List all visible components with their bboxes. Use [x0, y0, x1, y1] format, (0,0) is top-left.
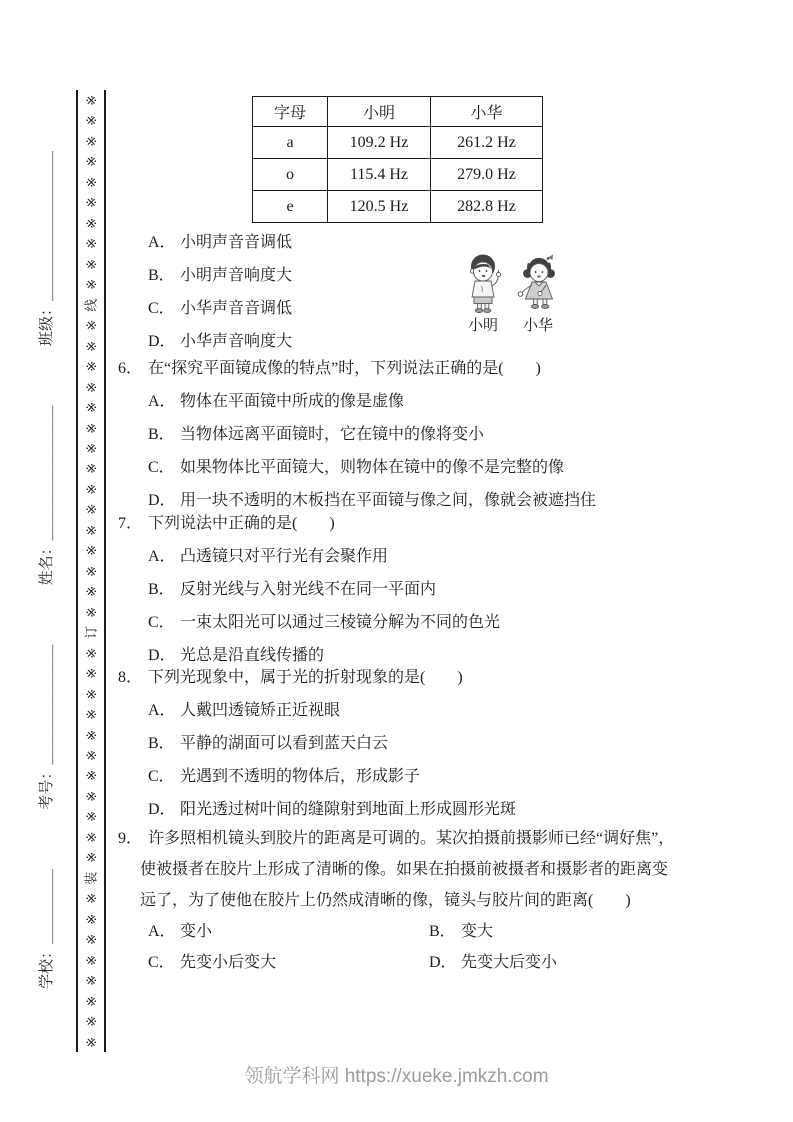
option-text: 反射光线与入射光线不在同一平面内	[180, 581, 437, 598]
option-text: 平静的湖面可以看到蓝天白云	[180, 735, 389, 752]
option-key: A．	[148, 234, 176, 251]
option-item	[148, 947, 429, 978]
binding-strip-symbol: ※	[83, 504, 99, 516]
table-cell: o	[253, 159, 328, 191]
exam-number-field	[35, 645, 56, 810]
option-key: A．	[148, 702, 176, 719]
option-key: D．	[148, 801, 176, 818]
stem-text: 在“探究平面镜成像的特点”时，下列说法正确的是( )	[148, 360, 541, 377]
table-row	[253, 191, 543, 223]
table-cell: 115.4 Hz	[328, 159, 431, 191]
girl-cartoon-icon	[518, 255, 555, 309]
option-key: C．	[148, 768, 175, 785]
question-number: 7．	[118, 515, 143, 532]
option-key: B．	[148, 267, 175, 284]
school-label: 学校：	[38, 943, 55, 989]
question-6	[118, 352, 773, 517]
question-stem	[118, 507, 773, 540]
option-key: A．	[148, 393, 176, 410]
question-stem-line-3: 远了，为了使他在胶片上仍然成清晰的像，镜头与胶片间的距离( )	[140, 892, 631, 909]
option-key: B．	[429, 923, 456, 940]
binding-strip-symbol: 线	[83, 298, 99, 312]
option-key: D．	[429, 954, 457, 971]
name-field	[35, 405, 56, 585]
option-key: C．	[148, 459, 175, 476]
binding-strip-symbol: ※	[83, 442, 99, 454]
name-label: 姓名：	[38, 540, 55, 586]
binding-strip-symbol: ※	[83, 381, 99, 393]
option-item	[429, 916, 493, 947]
binding-strip-symbol: ※	[83, 934, 99, 945]
binding-strip-symbol: ※	[83, 1036, 99, 1048]
exam-number-label: 考号：	[38, 764, 55, 810]
binding-strip-symbol: ※	[83, 852, 99, 864]
binding-strip-symbol: ※	[83, 94, 99, 106]
binding-strip-symbol: ※	[83, 360, 99, 372]
option-key: B．	[148, 426, 175, 443]
girl-label: 小华	[523, 318, 554, 334]
option-text: 先变小后变大	[180, 954, 277, 971]
option-text: 光总是沿直线传播的	[180, 647, 325, 664]
option-key: C．	[148, 300, 175, 317]
option-item	[148, 259, 292, 292]
class-blank: ＿＿＿＿＿＿＿＿＿＿	[38, 151, 55, 302]
option-text: 当物体远离平面镜时，它在镜中的像将变小	[180, 426, 485, 443]
table-row	[253, 159, 543, 191]
table-cell: 261.2 Hz	[431, 127, 543, 159]
table-header-letter: 字母	[253, 97, 328, 127]
option-text: 凸透镜只对平行光有会聚作用	[180, 548, 389, 565]
binding-strip-symbol: ※	[83, 893, 99, 904]
option-key: D．	[148, 492, 176, 509]
binding-strip-symbol: ※	[83, 197, 99, 209]
table-header-xiaohua: 小华	[431, 97, 543, 127]
binding-strip-symbol: ※	[83, 238, 99, 249]
option-key: C．	[148, 954, 175, 971]
binding-strip-symbol: ※	[83, 790, 99, 802]
exam-number-blank: ＿＿＿＿＿＿＿＿	[38, 644, 55, 765]
option-text: 小华声音响度大	[180, 333, 293, 350]
option-key: A．	[148, 548, 176, 565]
option-item	[148, 760, 773, 793]
question-9	[118, 823, 773, 978]
table-cell: e	[253, 191, 328, 223]
option-text: 一束太阳光可以通过三棱镜分解为不同的色光	[180, 614, 501, 631]
binding-strip-symbol: ※	[83, 156, 99, 168]
stem-text: 下列说法中正确的是( )	[148, 515, 335, 532]
table-row	[253, 127, 543, 159]
binding-strip-symbol: ※	[83, 688, 99, 700]
binding-strip-symbol: ※	[83, 586, 99, 597]
class-label: 班级：	[38, 301, 55, 347]
option-text: 如果物体比平面镜大，则物体在镜中的像不是完整的像	[180, 459, 565, 476]
table-header-xiaoming: 小明	[328, 97, 431, 127]
option-item	[148, 540, 773, 573]
option-text: 用一块不透明的木板挡在平面镜与像之间，像就会被遮挡住	[180, 492, 597, 509]
binding-strip-symbol: ※	[83, 422, 99, 434]
boy-label: 小明	[468, 318, 499, 334]
binding-strip-symbol: ※	[83, 995, 99, 1007]
question-5-options	[148, 226, 292, 358]
question-stem	[118, 352, 773, 385]
option-key: A．	[148, 923, 176, 940]
question-stem	[118, 661, 773, 694]
option-key: C．	[148, 614, 175, 631]
school-field	[35, 869, 56, 989]
option-item	[148, 916, 429, 947]
question-stem-line-1	[118, 823, 773, 854]
binding-strip-symbol: ※	[83, 811, 99, 823]
option-key: D．	[148, 333, 176, 350]
binding-strip-symbol: ※	[83, 1015, 99, 1027]
binding-strip-symbol: ※	[83, 217, 99, 229]
student-info-fields	[33, 151, 57, 989]
binding-strip-symbol: ※	[83, 667, 99, 679]
option-key: B．	[148, 735, 175, 752]
option-text: 先变大后变小	[461, 954, 558, 971]
boy-cartoon-icon	[470, 255, 500, 313]
binding-strip-symbol: ※	[83, 770, 99, 782]
option-text: 物体在平面镜中所成的像是虚像	[180, 393, 405, 410]
binding-strip-symbol: ※	[83, 258, 99, 270]
option-text: 小明声音响度大	[180, 267, 293, 284]
binding-strip-symbol: ※	[83, 319, 99, 331]
binding-strip-symbol: ※	[83, 135, 99, 147]
option-item	[148, 793, 773, 826]
option-text: 光遇到不透明的物体后，形成影子	[180, 768, 421, 785]
question-number: 6．	[118, 360, 143, 377]
question-number: 8．	[118, 669, 143, 686]
option-text: 变大	[461, 923, 494, 940]
binding-strip-symbol: ※	[83, 974, 99, 986]
option-item	[148, 573, 773, 606]
binding-strip-symbol: ※	[83, 749, 99, 761]
name-blank: ＿＿＿＿＿＿＿＿＿	[38, 405, 55, 541]
binding-strip-symbol: ※	[83, 401, 99, 413]
question-stem-line-2: 使被摄者在胶片上形成了清晰的像。如果在拍摄前被摄者和摄影者的距离变	[140, 861, 669, 878]
binding-strip-symbol: ※	[83, 831, 99, 843]
option-item	[148, 226, 292, 259]
binding-strip-symbol: ※	[83, 483, 99, 495]
option-text: 变小	[180, 923, 213, 940]
binding-strip-symbol: ※	[83, 524, 99, 536]
school-blank: ＿＿＿＿＿	[38, 868, 55, 944]
option-item	[148, 451, 773, 484]
option-text: 阳光透过树叶间的缝隙射到地面上形成圆形光斑	[180, 801, 517, 818]
option-text: 人戴凹透镜矫正近视眼	[180, 702, 341, 719]
option-item	[148, 727, 773, 760]
option-key: B．	[148, 581, 175, 598]
stem-text: 下列光现象中，属于光的折射现象的是( )	[148, 669, 463, 686]
cartoon-figure	[455, 252, 575, 336]
binding-strip-symbol: 订	[83, 625, 99, 639]
binding-strip-symbol: ※	[83, 913, 99, 925]
table-cell: 120.5 Hz	[328, 191, 431, 223]
binding-strip-symbol: ※	[83, 279, 99, 290]
binding-strip-symbol: ※	[83, 606, 99, 618]
class-field	[35, 151, 56, 346]
binding-strip-symbol: ※	[83, 176, 99, 188]
binding-strip-symbol: ※	[83, 729, 99, 741]
option-key: D．	[148, 647, 176, 664]
table-cell: 109.2 Hz	[328, 127, 431, 159]
option-item	[148, 292, 292, 325]
option-item	[429, 947, 557, 978]
stem-text: 许多照相机镜头到胶片的距离是可调的。某次拍摄前摄影师已经“调好焦”，	[148, 830, 675, 847]
table-cell: a	[253, 127, 328, 159]
binding-strip-symbol: ※	[83, 565, 99, 577]
question-number: 9．	[118, 830, 143, 847]
boy-girl-cartoon-icon	[455, 252, 575, 314]
figure-labels	[455, 314, 575, 334]
option-text: 小华声音音调低	[180, 300, 293, 317]
table-header-row	[253, 97, 543, 127]
binding-strip-symbol: ※	[83, 647, 99, 659]
question-8	[118, 661, 773, 826]
binding-strip-symbol: ※	[83, 954, 99, 966]
binding-strip	[78, 90, 104, 1052]
option-item	[148, 385, 773, 418]
binding-strip-symbol: ※	[83, 340, 99, 352]
option-item	[148, 418, 773, 451]
binding-strip-symbol: ※	[83, 545, 99, 556]
option-row	[148, 916, 773, 947]
binding-strip-symbol: ※	[83, 463, 99, 475]
binding-strip-symbol: ※	[83, 115, 99, 127]
option-item	[148, 606, 773, 639]
option-item	[148, 694, 773, 727]
table-cell: 282.8 Hz	[431, 191, 543, 223]
binding-strip-symbol: 装	[83, 871, 99, 885]
option-text: 小明声音音调低	[180, 234, 293, 251]
question-7	[118, 507, 773, 672]
footer-watermark: 领航学科网 https://xueke.jmkzh.com	[244, 1066, 549, 1087]
binding-strip-symbol: ※	[83, 708, 99, 720]
binding-line-right	[104, 90, 106, 1052]
option-row	[148, 947, 773, 978]
table-cell: 279.0 Hz	[431, 159, 543, 191]
frequency-table	[252, 96, 543, 223]
